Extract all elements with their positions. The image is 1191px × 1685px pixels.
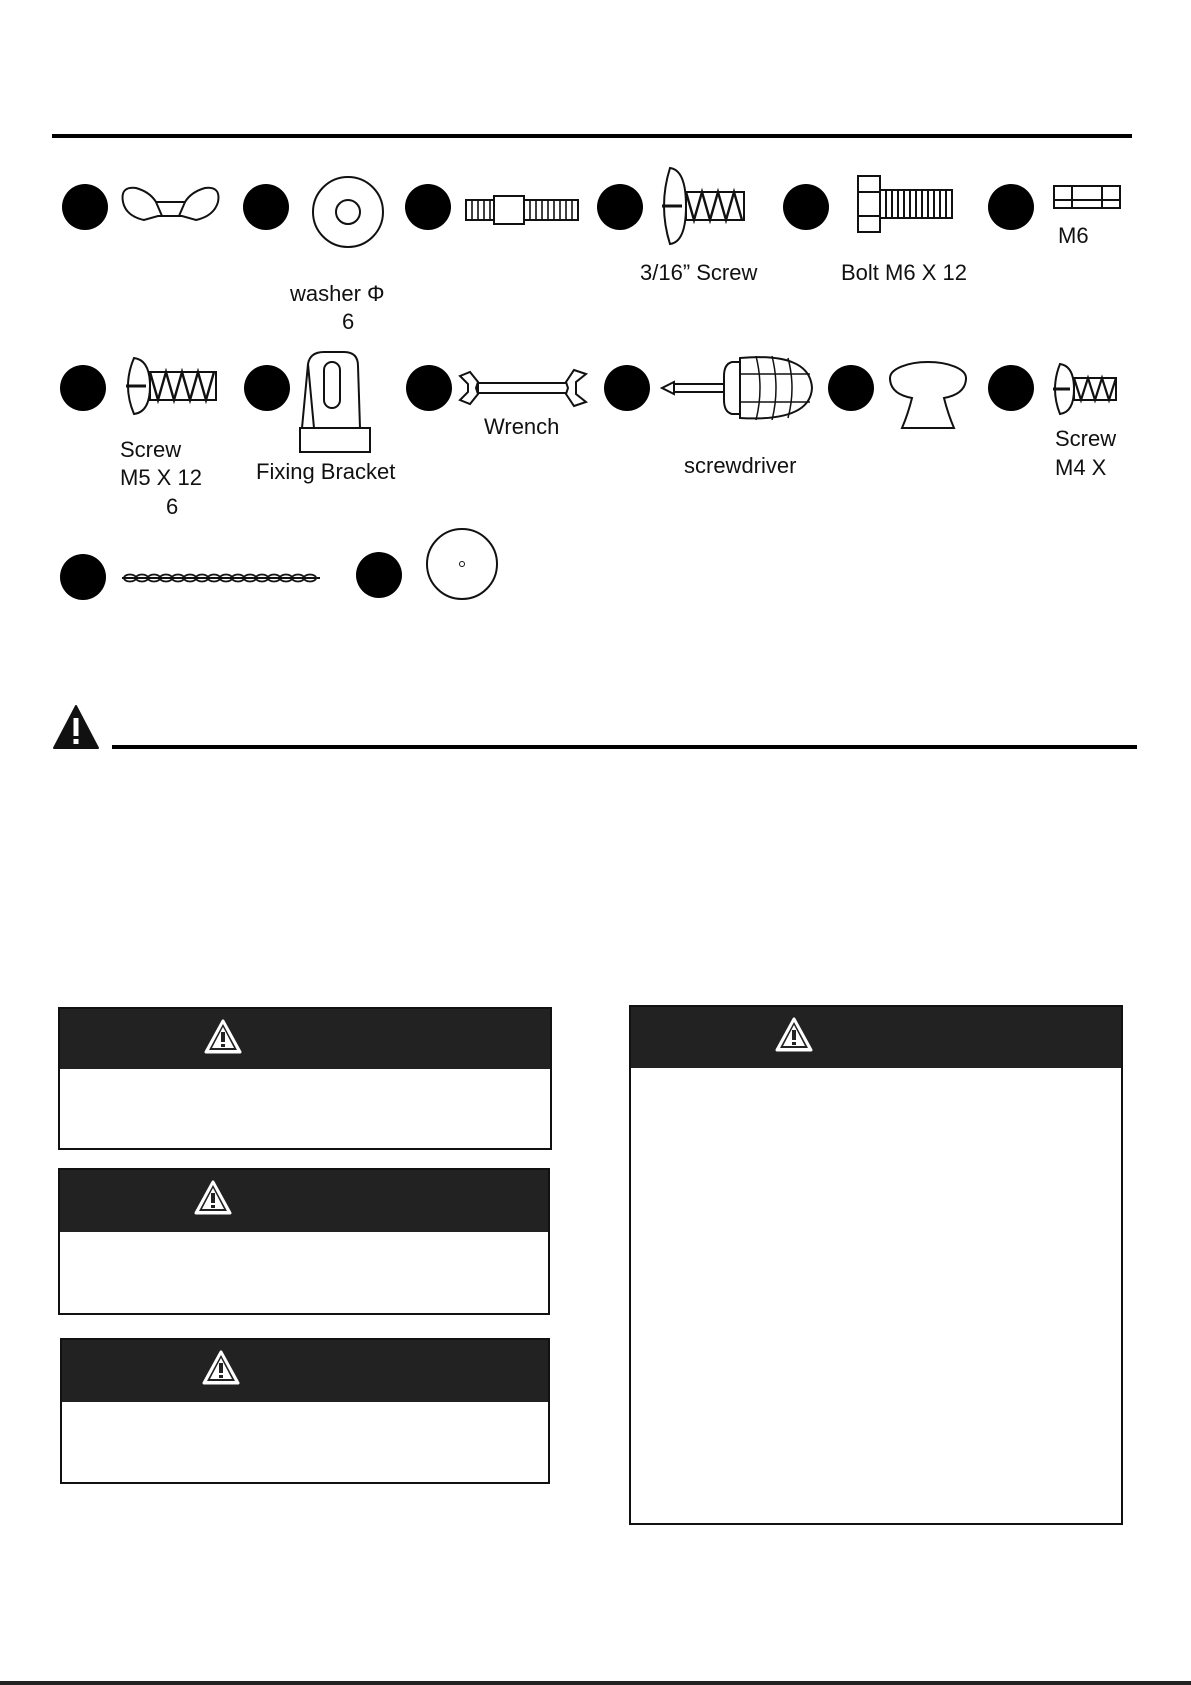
top-rule: [52, 134, 1132, 138]
washer-icon: [310, 174, 386, 250]
screwdriver-icon: [660, 350, 814, 422]
warning-triangle-icon: [52, 704, 100, 750]
wrench-icon: [456, 366, 590, 410]
caution-box-3: [60, 1338, 550, 1484]
caution-box-3-header: [62, 1340, 548, 1402]
bracket-label: Fixing Bracket: [256, 459, 396, 484]
washer-label-line1: washer Φ: [290, 281, 385, 306]
caution-box-2: [58, 1168, 550, 1315]
part-marker-10: [604, 365, 650, 411]
bolt-label: Bolt M6 X 12: [841, 260, 967, 285]
part-marker-4: [597, 184, 643, 230]
part-marker-8: [244, 365, 290, 411]
warning-section-rule: [112, 745, 1137, 749]
warning-triangle-icon: [204, 1019, 242, 1055]
screw-m4-label-line1: Screw: [1055, 426, 1117, 451]
screw-316-label: 3/16” Screw: [640, 260, 758, 285]
part-marker-2: [243, 184, 289, 230]
wrench-label: Wrench: [484, 414, 560, 439]
part-marker-3: [405, 184, 451, 230]
chain-icon: [120, 570, 324, 586]
screwdriver-label: screwdriver: [684, 453, 797, 478]
pan-head-screw-icon: [656, 164, 748, 248]
part-marker-14: [356, 552, 402, 598]
screw-m5-label-line1: Screw: [120, 437, 182, 462]
nut-label: M6: [1058, 223, 1089, 248]
part-marker-5: [783, 184, 829, 230]
pan-head-screw-m5-icon: [120, 354, 220, 418]
pan-head-screw-m4-icon: [1048, 362, 1118, 416]
washer-label-line2: 6: [342, 309, 355, 334]
knob-icon: [886, 358, 970, 438]
caution-box-large: [629, 1005, 1123, 1525]
page-bottom-edge: [0, 1681, 1191, 1685]
part-marker-12: [988, 365, 1034, 411]
caution-box-large-header: [631, 1007, 1121, 1068]
part-marker-6: [988, 184, 1034, 230]
caution-box-1-header: [60, 1009, 550, 1069]
warning-triangle-icon: [202, 1350, 240, 1386]
part-marker-11: [828, 365, 874, 411]
screw-m5-label-line3: 6: [166, 494, 179, 519]
fixing-bracket-icon: [294, 348, 378, 458]
wing-nut-icon: [118, 182, 223, 234]
part-marker-9: [406, 365, 452, 411]
hex-nut-icon: [1050, 182, 1124, 212]
caution-box-2-header: [60, 1170, 548, 1232]
screw-m4-label-line2: M4 X: [1055, 455, 1107, 480]
screw-m5-label-line2: M5 X 12: [120, 465, 202, 490]
hex-bolt-icon: [854, 172, 956, 236]
disc-pad-icon: [424, 526, 500, 602]
part-marker-7: [60, 365, 106, 411]
warning-triangle-icon: [775, 1017, 813, 1053]
connector-bolt-icon: [464, 192, 582, 228]
warning-triangle-icon: [194, 1180, 232, 1216]
caution-box-1: [58, 1007, 552, 1150]
part-marker-1: [62, 184, 108, 230]
part-marker-13: [60, 554, 106, 600]
